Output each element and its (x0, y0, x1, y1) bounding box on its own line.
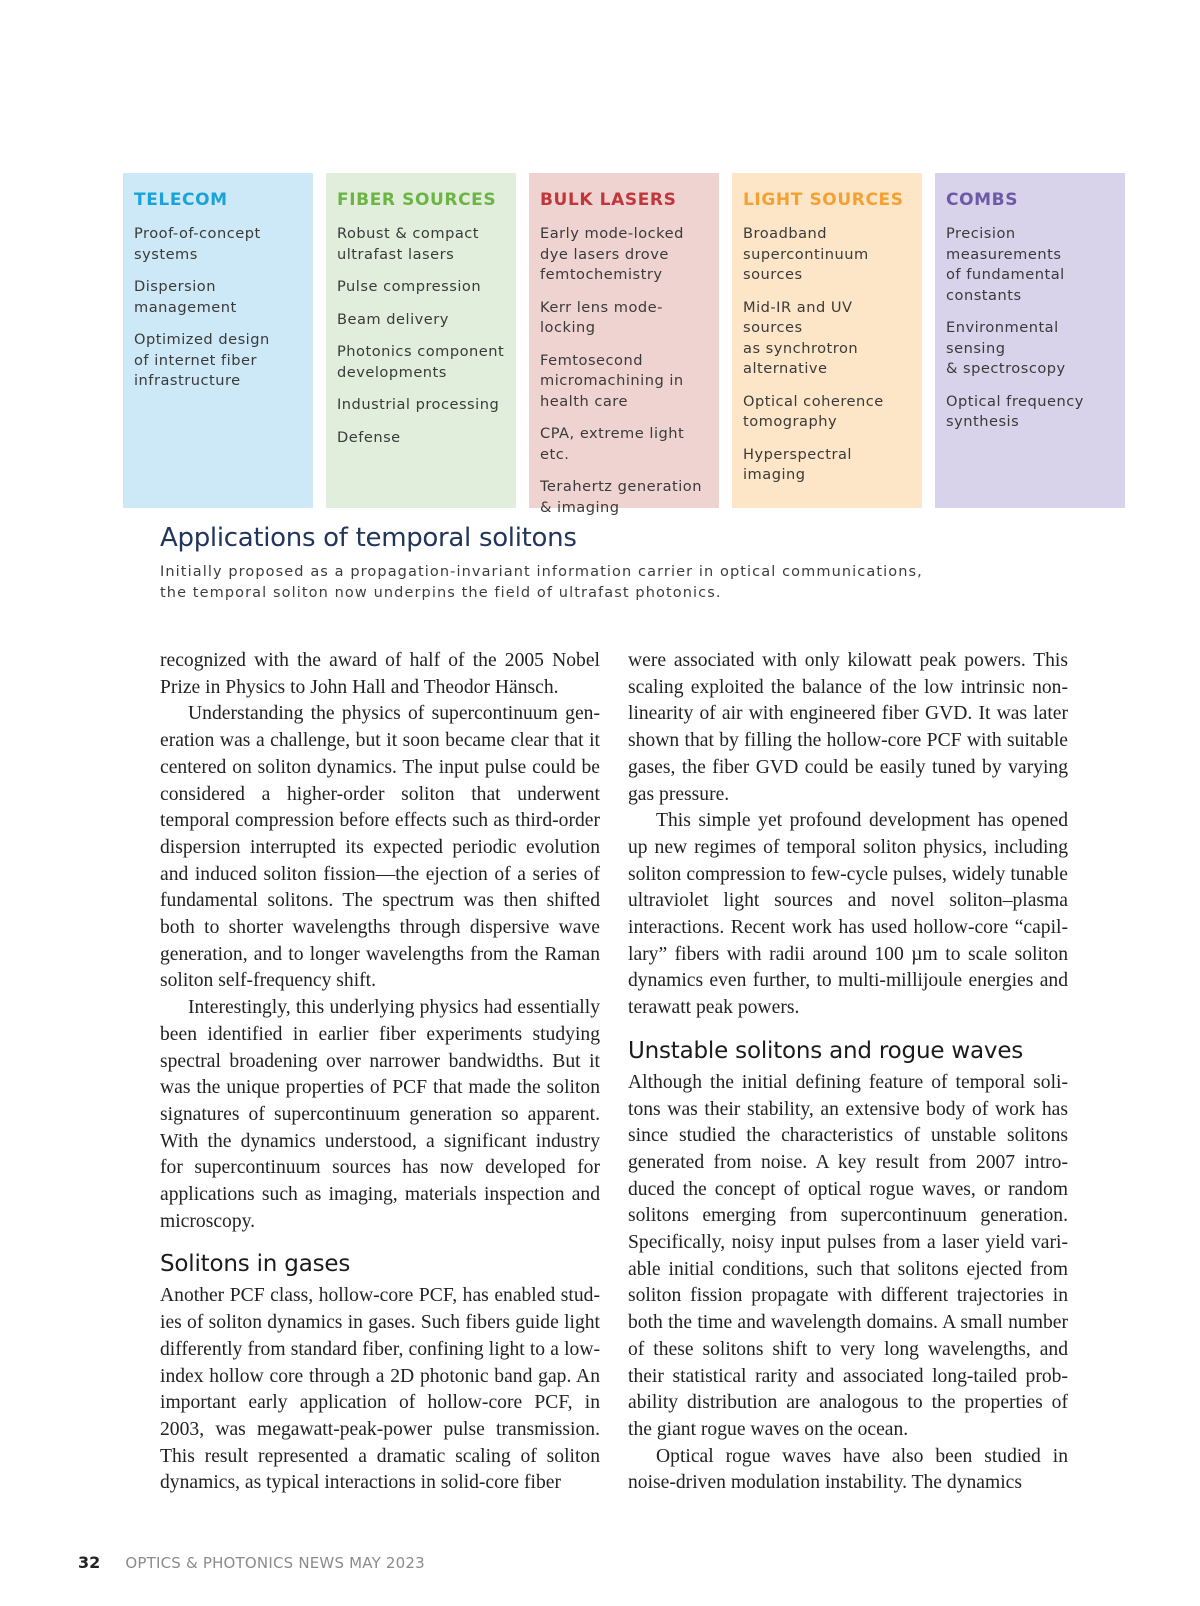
panel-item: Broadband supercontinuum sources (743, 225, 869, 283)
panel-item: Robust & compact ultrafast lasers (337, 225, 480, 263)
panel-item: Hyperspectral imaging (743, 445, 852, 483)
paragraph: This simple yet profound development has opened up new regimes of temporal soliton physics, including soliton compression to few-cycle pulses, widely tunable ultraviolet light sources and novel soliton–plasma interactions. Recent work has used hollow-core “capillary” fibers with radii around 100 µm to scale soliton dynamics even further, to multi-millijoule energies and terawatt peak powers. (628, 810, 1068, 1019)
panel-item: Defense (337, 428, 401, 446)
caption-line: the temporal soliton now underpins the field of ultrafast photonics. (160, 584, 722, 601)
panel-light-sources (732, 173, 922, 508)
panel-title: TELECOM (134, 190, 228, 210)
paragraph: Optical rogue waves have also been studied in noise-driven modulation instability. The dynamics (628, 1445, 1068, 1494)
panel-title: LIGHT SOURCES (743, 190, 904, 210)
panel-item: Environmental sensing & spectroscopy (946, 319, 1066, 377)
paragraph: Interestingly, this underlying physics had essentially been identified in earlier fiber experiments studying spectral broadening over narrower bandwidths. But it was the unique properties of PCF that made the soliton signatures of supercontinuum generation so apparent. With the dynamics understood, a significant industry for supercontinuum sources has now developed for applications such as imaging, materials inspection and microscopy. (160, 997, 600, 1232)
paragraph: Another PCF class, hollow-core PCF, has enabled studies of soliton dynamics in gases. Such fibers guide light differently from standard fiber, confining light to a low-index hollow core through a 2D photonic band gap. An important early application of hollow-core PCF, in 2003, was megawatt-peak-power pulse transmission. This result represented a dramatic scaling of soliton dynamics, as typical interactions in solid-core fiber (160, 1285, 600, 1494)
panel-item: Pulse compression (337, 278, 482, 295)
panel-item: Femtosecond micromachining in health care (540, 351, 684, 410)
panel-item: Early mode-locked dye lasers drove femtochemistry (540, 225, 684, 283)
panel-item: Dispersion management (134, 278, 237, 316)
panel-title: FIBER SOURCES (337, 190, 497, 210)
panel-item: Optical coherence tomography (743, 392, 884, 430)
panel-item: Industrial processing (337, 396, 500, 413)
panel-combs (935, 173, 1125, 508)
panel-telecom (123, 173, 313, 508)
panel-item: Beam delivery (337, 310, 449, 328)
panel-item: Photonics component developments (337, 343, 505, 381)
panel-fiber-sources (326, 173, 516, 508)
body-column-left (160, 648, 600, 1497)
panel-item: CPA, extreme light etc. (540, 425, 685, 463)
panel-item: Optical frequency synthesis (946, 392, 1084, 430)
panel-item: Optimized design of internet fiber infrastructure (134, 331, 270, 389)
body-column-right (628, 648, 1068, 1497)
figure-caption-title: Applications of temporal solitons (160, 523, 577, 553)
section-heading: Unstable solitons and rogue waves (628, 1037, 1024, 1064)
panel-item: Mid-IR and UV sources as synchrotron alternative (743, 298, 859, 377)
publication-line: OPTICS & PHOTONICS NEWS MAY 2023 (125, 1554, 425, 1572)
paragraph: Although the initial defining feature of temporal solitons was their stability, an extensive body of work has since studied the characteristics of unstable solitons generated from noise. A key result from 2007 introduced the concept of optical rogue waves, or random solitons emerging from supercontinuum generation. Specifically, noisy input pulses from a laser yield variable initial conditions, such that solitons ejected from soliton fission propagate with different trajectories in both the time and wavelength domains. A small number of these solitons shift to very long wavelengths, and their statistical rarity and associated long-tailed probability distribution are analogous to the properties of the giant rogue waves on the ocean. (628, 1071, 1068, 1440)
panel-bulk-lasers (529, 173, 719, 516)
caption-line: Initially proposed as a propagation-invariant information carrier in optical communications, (160, 564, 923, 580)
paragraph: were associated with only kilowatt peak powers. This scaling exploited the balance of the low intrinsic nonlinearity of air with engineered fiber GVD. It was later shown that by filling the hollow-core PCF with suitable gases, the fiber GVD could be easily tuned by varying gas pressure. (628, 650, 1068, 805)
paragraph: recognized with the award of half of the 2005 Nobel Prize in Physics to John Hall and Theodor Hänsch. (160, 650, 600, 698)
panel-title: BULK LASERS (540, 190, 677, 210)
section-heading: Solitons in gases (160, 1251, 351, 1278)
panel-title: COMBS (946, 190, 1019, 210)
panel-item: Precision measurements of fundamental constants (946, 225, 1065, 304)
page-footer (78, 1553, 425, 1572)
panel-item: Proof-of-concept systems (134, 225, 261, 263)
panel-item: Terahertz generation & imaging (540, 478, 702, 516)
page-number: 32 (78, 1553, 101, 1572)
applications-figure (123, 173, 1124, 516)
figure-caption-text (160, 562, 960, 603)
paragraph: Understanding the physics of supercontinuum generation was a challenge, but it soon became clear that it centered on soliton dynamics. The input pulse could be considered a higher-order soliton that underwent temporal compression before effects such as third-order dispersion interrupted its expected periodic evolution and induced soliton fission—the ejection of a series of fundamental solitons. The spectrum was then shifted both to shorter wavelengths through dispersive wave generation, and to longer wavelengths from the Raman soliton self-frequency shift. (160, 703, 600, 992)
panel-item: Kerr lens mode-locking (540, 298, 663, 336)
